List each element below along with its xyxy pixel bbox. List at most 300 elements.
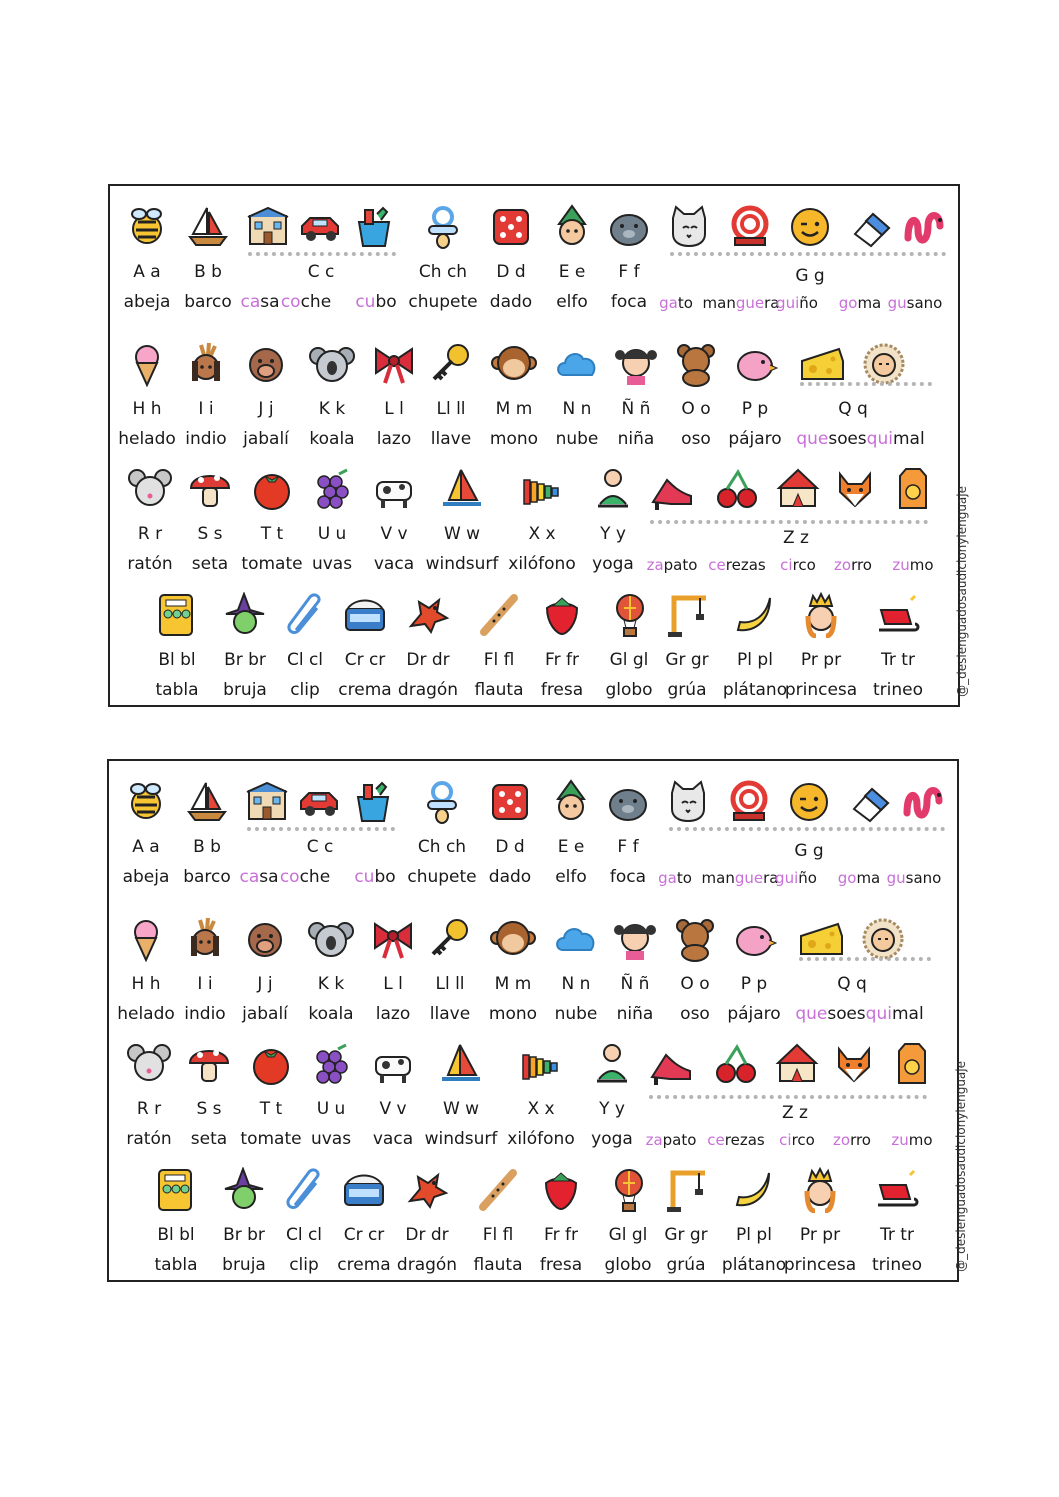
word-fragment: xilófono <box>508 554 576 574</box>
word-label <box>191 1129 227 1149</box>
dotted-group-divider <box>799 957 931 961</box>
highlighted-syllable: gu <box>887 294 907 312</box>
word-fragment: abeja <box>123 292 171 312</box>
monkey-icon <box>491 341 537 387</box>
word-fragment: oso <box>680 1004 710 1024</box>
highlighted-syllable: ce <box>708 556 726 574</box>
word-fragment: princesa <box>784 680 858 700</box>
highlighted-syllable: cu <box>354 867 375 887</box>
word-fragment: llave <box>429 1004 471 1024</box>
word-fragment: chupete <box>407 867 477 887</box>
letter-label: B b <box>194 262 222 282</box>
dotted-group-divider <box>649 1095 927 1099</box>
tablet-icon <box>154 592 200 638</box>
letter-label: A a <box>132 837 160 857</box>
ice-cream-icon <box>123 916 169 962</box>
letter-label: V v <box>379 1099 407 1119</box>
word-fragment: indio <box>185 429 227 449</box>
word-label <box>118 429 176 449</box>
word-label <box>126 1129 171 1149</box>
word-fragment: yoga <box>592 554 634 574</box>
letter-label: Gr gr <box>664 1225 708 1245</box>
word-label <box>398 680 458 700</box>
word-fragment: ratón <box>126 1129 172 1149</box>
letter-label: H h <box>131 974 161 994</box>
letter-label: B b <box>193 837 221 857</box>
word-fragment: so <box>827 1004 847 1024</box>
letter-label: Y y <box>600 524 626 544</box>
word-label <box>784 1255 856 1275</box>
sleigh-icon <box>875 592 921 638</box>
word-label <box>796 429 847 449</box>
word-fragment: che <box>299 867 331 887</box>
bow-icon <box>371 341 417 387</box>
cherries-icon <box>713 1041 759 1087</box>
letter-label: Fl fl <box>482 1225 514 1245</box>
koala-icon <box>308 916 354 962</box>
word-fragment: flauta <box>473 1255 523 1275</box>
letter-label: P p <box>740 974 768 994</box>
highlighted-syllable: ci <box>779 1131 792 1149</box>
dotted-group-divider <box>650 520 928 524</box>
letter-label: Q q <box>838 399 868 419</box>
letter-label: O o <box>681 399 711 419</box>
letter-label: W w <box>443 524 481 544</box>
word-label <box>123 867 170 887</box>
word-fragment: grúa <box>667 680 707 700</box>
alphabet-card-top <box>108 184 969 707</box>
flute-icon <box>475 1167 521 1213</box>
koala-icon <box>309 341 355 387</box>
word-fragment: sano <box>905 869 942 887</box>
letter-label: V v <box>380 524 408 544</box>
highlighted-syllable: go <box>837 869 857 887</box>
mouse-icon <box>127 466 173 512</box>
crane-icon <box>664 592 710 638</box>
word-fragment: pájaro <box>727 1004 781 1024</box>
word-fragment: rezas <box>725 556 766 574</box>
letter-label: N n <box>561 974 591 994</box>
boar-icon <box>242 916 288 962</box>
worm-icon <box>901 779 947 825</box>
word-label <box>281 292 331 312</box>
word-label <box>489 867 531 887</box>
word-fragment: crema <box>338 680 392 700</box>
word-label <box>308 1004 353 1024</box>
letter-label: Ch ch <box>418 262 468 282</box>
bucket-icon <box>350 779 396 825</box>
word-fragment: rco <box>792 556 816 574</box>
banana-icon <box>731 1167 777 1213</box>
word-label <box>556 292 588 312</box>
word-fragment: windsurf <box>424 1129 498 1149</box>
word-fragment: ra <box>764 294 780 312</box>
word-label <box>541 680 583 700</box>
pacifier-icon <box>420 204 466 250</box>
fox-icon <box>832 466 878 512</box>
word-fragment: rro <box>851 556 872 574</box>
shoe-icon <box>648 1041 694 1087</box>
car-icon <box>298 204 344 250</box>
letter-label: S s <box>197 524 223 544</box>
word-fragment: ño <box>798 869 817 887</box>
word-fragment: lazo <box>375 1004 411 1024</box>
tomato-icon <box>248 1041 294 1087</box>
word-fragment: lazo <box>376 429 412 449</box>
letter-label: X x <box>527 1099 555 1119</box>
word-label <box>354 867 395 887</box>
letter-label: J j <box>258 399 274 419</box>
word-label <box>780 556 816 574</box>
word-label <box>127 554 172 574</box>
word-fragment: windsurf <box>425 554 499 574</box>
word-fragment: mo <box>909 556 934 574</box>
house-icon <box>245 204 291 250</box>
letter-label: Dr dr <box>406 650 450 670</box>
word-label <box>309 429 354 449</box>
highlighted-syllable: zo <box>834 556 852 574</box>
letter-label: Pr pr <box>800 650 842 670</box>
letter-label: S s <box>196 1099 222 1119</box>
witch-icon <box>221 1167 267 1213</box>
girl-icon <box>612 916 658 962</box>
juice-icon <box>890 466 936 512</box>
letter-label: Gr gr <box>665 650 709 670</box>
word-fragment: oso <box>681 429 711 449</box>
word-label <box>475 680 524 700</box>
girl-icon <box>613 341 659 387</box>
word-label <box>834 556 872 574</box>
word-fragment: foca <box>609 867 647 887</box>
word-label <box>240 292 279 312</box>
highlighted-syllable: zo <box>833 1131 851 1149</box>
letter-label: T t <box>260 524 284 544</box>
pacifier-icon <box>419 779 465 825</box>
letter-label: Ch ch <box>417 837 467 857</box>
word-fragment: pato <box>662 1131 697 1149</box>
letter-label: Q q <box>837 974 867 994</box>
word-fragment: trineo <box>872 680 924 700</box>
highlighted-syllable: ga <box>658 869 677 887</box>
word-label <box>242 1004 288 1024</box>
word-fragment: es <box>847 429 867 449</box>
word-fragment: dado <box>488 867 532 887</box>
word-fragment: koala <box>309 429 355 449</box>
word-label <box>838 869 881 887</box>
letter-label: I i <box>197 974 213 994</box>
word-label <box>155 680 198 700</box>
strawberry-icon <box>539 592 585 638</box>
juice-icon <box>889 1041 935 1087</box>
word-fragment: dragón <box>397 680 459 700</box>
letter-label: W w <box>442 1099 480 1119</box>
word-label <box>154 1255 197 1275</box>
letter-label: L l <box>384 399 404 419</box>
word-label <box>489 1004 537 1024</box>
word-fragment: sano <box>906 294 943 312</box>
highlighted-syllable: gu <box>886 869 906 887</box>
banana-icon <box>732 592 778 638</box>
letter-label: Z z <box>783 528 809 548</box>
letter-label: P p <box>741 399 769 419</box>
boat-icon <box>184 779 230 825</box>
word-fragment: sa <box>259 867 279 887</box>
cherries-icon <box>714 466 760 512</box>
hose-icon <box>726 779 772 825</box>
word-label <box>507 1129 574 1149</box>
word-label <box>222 1255 266 1275</box>
word-fragment: nube <box>554 1004 598 1024</box>
letter-label: U u <box>317 524 347 544</box>
word-fragment: seta <box>190 1129 228 1149</box>
word-fragment: ratón <box>127 554 173 574</box>
word-fragment: nube <box>555 429 599 449</box>
key-icon <box>427 916 473 962</box>
highlighted-syllable: zu <box>892 556 910 574</box>
word-fragment: jabalí <box>243 429 289 449</box>
letter-label: X x <box>528 524 556 544</box>
word-fragment: so <box>828 429 848 449</box>
word-fragment: man <box>702 294 736 312</box>
word-label <box>184 1004 225 1024</box>
word-fragment: indio <box>184 1004 226 1024</box>
cow-icon <box>370 1041 416 1087</box>
word-fragment: ma <box>856 869 881 887</box>
dice-icon <box>488 204 534 250</box>
letter-label: Cr cr <box>344 650 386 670</box>
letter-label: E e <box>558 262 586 282</box>
word-label <box>775 869 817 887</box>
word-fragment: fresa <box>539 1255 583 1275</box>
word-fragment: helado <box>117 1004 175 1024</box>
cream-icon <box>341 1167 387 1213</box>
clip-icon <box>281 1167 327 1213</box>
dotted-group-divider <box>247 827 395 831</box>
letter-label: K k <box>317 974 345 994</box>
tomato-icon <box>249 466 295 512</box>
word-fragment: abeja <box>122 867 170 887</box>
letter-label: F f <box>618 262 640 282</box>
letter-label: C c <box>306 837 334 857</box>
cloud-icon <box>554 341 600 387</box>
word-label <box>785 680 857 700</box>
wink-face-icon <box>787 204 833 250</box>
letter-label: H h <box>132 399 162 419</box>
letter-label: N n <box>562 399 592 419</box>
word-fragment: princesa <box>783 1255 857 1275</box>
bee-icon <box>124 204 170 250</box>
letter-label: D d <box>496 262 526 282</box>
word-fragment: bruja <box>222 1255 266 1275</box>
word-label <box>668 680 707 700</box>
highlighted-syllable: zu <box>891 1131 909 1149</box>
letter-label: I i <box>198 399 214 419</box>
letter-label: M m <box>494 974 532 994</box>
word-label <box>289 1255 319 1275</box>
word-label <box>426 554 499 574</box>
highlighted-syllable: ca <box>240 292 261 312</box>
worm-icon <box>902 204 948 250</box>
word-label <box>591 1129 633 1149</box>
bee-icon <box>123 779 169 825</box>
word-label <box>490 292 532 312</box>
letter-label: Tr tr <box>881 650 915 670</box>
dotted-group-divider <box>800 382 932 386</box>
word-fragment: tomate <box>240 1129 302 1149</box>
word-fragment: mono <box>489 429 539 449</box>
word-fragment: rezas <box>724 1131 765 1149</box>
word-fragment: barco <box>184 292 232 312</box>
cheese-icon <box>798 916 844 962</box>
word-label <box>592 554 634 574</box>
word-label <box>708 556 765 574</box>
word-label <box>355 292 396 312</box>
word-fragment: flauta <box>474 680 524 700</box>
word-fragment: clip <box>290 680 320 700</box>
word-label <box>728 429 781 449</box>
word-label <box>311 1129 351 1149</box>
indian-icon <box>182 916 228 962</box>
word-label <box>280 867 330 887</box>
bear-icon <box>672 916 718 962</box>
word-fragment: dado <box>489 292 533 312</box>
word-label <box>407 867 476 887</box>
circus-icon <box>774 1041 820 1087</box>
dice-icon <box>487 779 533 825</box>
word-fragment: tabla <box>154 1255 198 1275</box>
xylophone-icon <box>519 466 565 512</box>
word-label <box>611 292 647 312</box>
windsurf-icon <box>439 466 485 512</box>
boat-icon <box>185 204 231 250</box>
xylophone-icon <box>518 1041 564 1087</box>
letter-label: Gl gl <box>608 1225 648 1245</box>
highlighted-syllable: ga <box>659 294 678 312</box>
word-fragment: uvas <box>311 554 353 574</box>
word-fragment: rro <box>850 1131 871 1149</box>
word-fragment: plátano <box>721 1255 787 1275</box>
word-label <box>707 1131 764 1149</box>
wink-face-icon <box>786 779 832 825</box>
highlighted-syllable: gui <box>775 869 799 887</box>
bow-icon <box>370 916 416 962</box>
word-fragment: to <box>676 869 692 887</box>
cream-icon <box>342 592 388 638</box>
word-label <box>873 680 923 700</box>
dragon-icon <box>404 1167 450 1213</box>
word-label <box>184 292 232 312</box>
word-label <box>618 429 655 449</box>
grapes-icon <box>309 466 355 512</box>
letter-label: Fr fr <box>544 1225 578 1245</box>
word-fragment: elfo <box>556 292 588 312</box>
word-label <box>887 869 942 887</box>
word-label <box>376 1004 410 1024</box>
shoe-icon <box>649 466 695 512</box>
car-icon <box>297 779 343 825</box>
boar-icon <box>243 341 289 387</box>
word-label <box>408 292 477 312</box>
seal-icon <box>606 204 652 250</box>
word-label <box>223 680 267 700</box>
word-label <box>474 1255 523 1275</box>
word-fragment: sa <box>260 292 280 312</box>
word-fragment: pato <box>663 556 698 574</box>
author-handle: @_deslenguadosaudicionylenguaje <box>955 486 969 697</box>
letter-label: Pl pl <box>736 1225 772 1245</box>
word-fragment: trineo <box>871 1255 923 1275</box>
highlighted-syllable: ca <box>239 867 260 887</box>
word-fragment: uvas <box>310 1129 352 1149</box>
word-fragment: llave <box>430 429 472 449</box>
word-label <box>338 680 391 700</box>
letter-label: Pl pl <box>737 650 773 670</box>
word-fragment: mono <box>488 1004 538 1024</box>
sleigh-icon <box>874 1167 920 1213</box>
letter-label: Ll ll <box>436 399 466 419</box>
dragon-icon <box>405 592 451 638</box>
eraser-icon <box>848 779 894 825</box>
letter-label: Fl fl <box>483 650 515 670</box>
bird-icon <box>731 916 777 962</box>
bird-icon <box>732 341 778 387</box>
letter-label: J j <box>257 974 273 994</box>
mouse-icon <box>126 1041 172 1087</box>
word-label <box>891 1131 932 1149</box>
word-fragment: tomate <box>241 554 303 574</box>
highlighted-syllable: co <box>279 867 300 887</box>
cloud-icon <box>553 916 599 962</box>
word-fragment: elfo <box>555 867 587 887</box>
strawberry-icon <box>538 1167 584 1213</box>
letter-label: Ñ ñ <box>620 974 650 994</box>
word-label <box>605 680 652 700</box>
word-fragment: tabla <box>155 680 199 700</box>
word-label <box>610 867 646 887</box>
highlighted-syllable: cu <box>355 292 376 312</box>
letter-label: U u <box>316 1099 346 1119</box>
cheese-icon <box>799 341 845 387</box>
word-label <box>192 554 228 574</box>
mushroom-icon <box>187 466 233 512</box>
word-fragment: ra <box>763 869 779 887</box>
word-fragment: crema <box>337 1255 391 1275</box>
mushroom-icon <box>186 1041 232 1087</box>
cat-icon <box>665 779 711 825</box>
letter-label: Ll ll <box>435 974 465 994</box>
word-label <box>239 867 278 887</box>
word-label <box>846 1004 923 1024</box>
word-fragment: pájaro <box>728 429 782 449</box>
word-fragment: bo <box>375 292 397 312</box>
hose-icon <box>727 204 773 250</box>
cat-icon <box>666 204 712 250</box>
word-fragment: bo <box>374 867 396 887</box>
bucket-icon <box>351 204 397 250</box>
word-label <box>723 680 787 700</box>
word-fragment: globo <box>605 680 653 700</box>
letter-label: Gl gl <box>609 650 649 670</box>
fox-icon <box>831 1041 877 1087</box>
letter-label: G g <box>794 841 824 861</box>
word-label <box>431 429 471 449</box>
word-fragment: dragón <box>396 1255 458 1275</box>
yoga-icon <box>590 466 636 512</box>
word-fragment: bruja <box>223 680 267 700</box>
letter-label: Y y <box>599 1099 625 1119</box>
word-fragment: mo <box>908 1131 933 1149</box>
letter-label: T t <box>259 1099 283 1119</box>
